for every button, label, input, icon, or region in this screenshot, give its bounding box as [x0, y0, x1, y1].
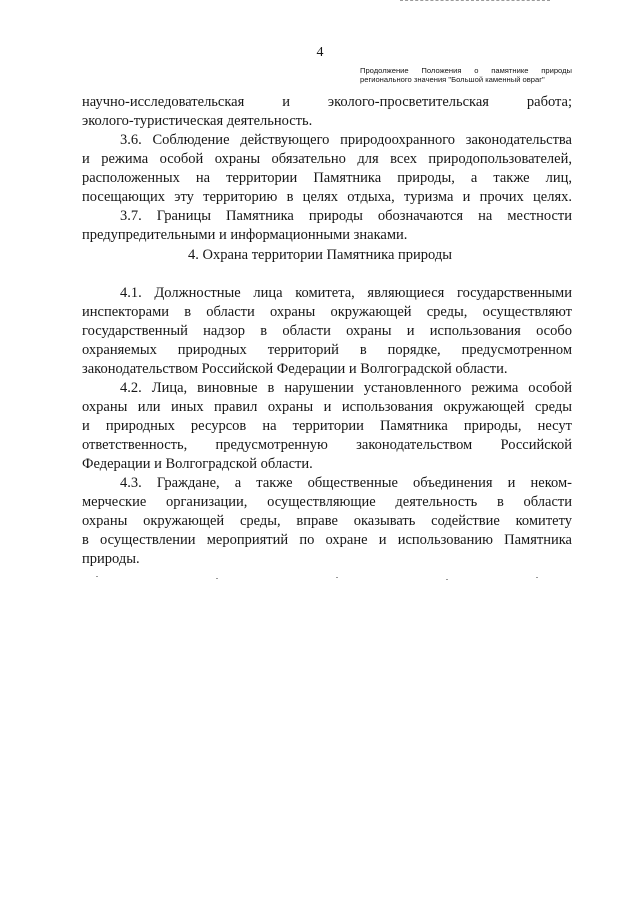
text-line: научно-исследовательская и эколого-просветительская работа; [82, 94, 572, 110]
text-block-section-3 [82, 93, 572, 245]
running-header [360, 66, 572, 84]
text-line: посещающих эту территорию в целях отдыха, туризма и прочих целях. [82, 189, 572, 205]
text-line: 3.7. Границы Памятника природы обозначаются на местности [120, 208, 572, 224]
scan-edge-mark [400, 0, 550, 3]
text-line: охраны или иных правил охраны и использования окружающей среды [82, 399, 572, 415]
text-line: предупредительными и информационными знаками. [82, 227, 408, 243]
text-line: 4.2. Лица, виновные в нарушении установленного режима особой [120, 380, 572, 396]
text-line: природы. [82, 551, 140, 567]
text-line: 4.3. Граждане, а также общественные объединения и неком- [120, 475, 572, 491]
page-number: 4 [316, 45, 324, 60]
running-header-line: регионального значения "Большой каменный овраг" [360, 75, 545, 84]
text-line: мерческие организации, осуществляющие деятельность в области [82, 494, 572, 510]
text-line: 4.1. Должностные лица комитета, являющиеся государственными [120, 285, 572, 301]
text-block-section-4 [82, 284, 572, 569]
text-line: Федерации и Волгоградской области. [82, 456, 313, 472]
text-line: государственный надзор в области охраны и использования особо [82, 323, 572, 339]
text-line: и природных ресурсов на территории Памятника природы, несут [82, 418, 572, 434]
text-line: охраняемых природных территорий в порядке, предусмотренном [82, 342, 572, 358]
section-title: 4. Охрана территории Памятника природы [187, 247, 453, 263]
running-header-line: Продолжение Положения о памятнике природы [360, 66, 572, 75]
text-line: расположенных на территории Памятника природы, а также лиц, [82, 170, 572, 186]
text-line: эколого-туристическая деятельность. [82, 113, 313, 129]
text-line: ответственность, предусмотренную законодательством Российской [82, 437, 572, 453]
text-line: инспекторами в области охраны окружающей среды, осуществляют [82, 304, 572, 320]
text-line: и режима особой охраны обязательно для всех природопользователей, [82, 151, 572, 167]
text-line: в осуществлении мероприятий по охране и использованию Памятника [82, 532, 572, 548]
text-line: 3.6. Соблюдение действующего природоохранного законодательства [120, 132, 572, 148]
scan-specks [96, 574, 556, 584]
text-line: законодательством Российской Федерации и Волгоградской области. [82, 361, 508, 377]
text-line: охраны окружающей среды, вправе оказывать содействие комитету [82, 513, 572, 529]
